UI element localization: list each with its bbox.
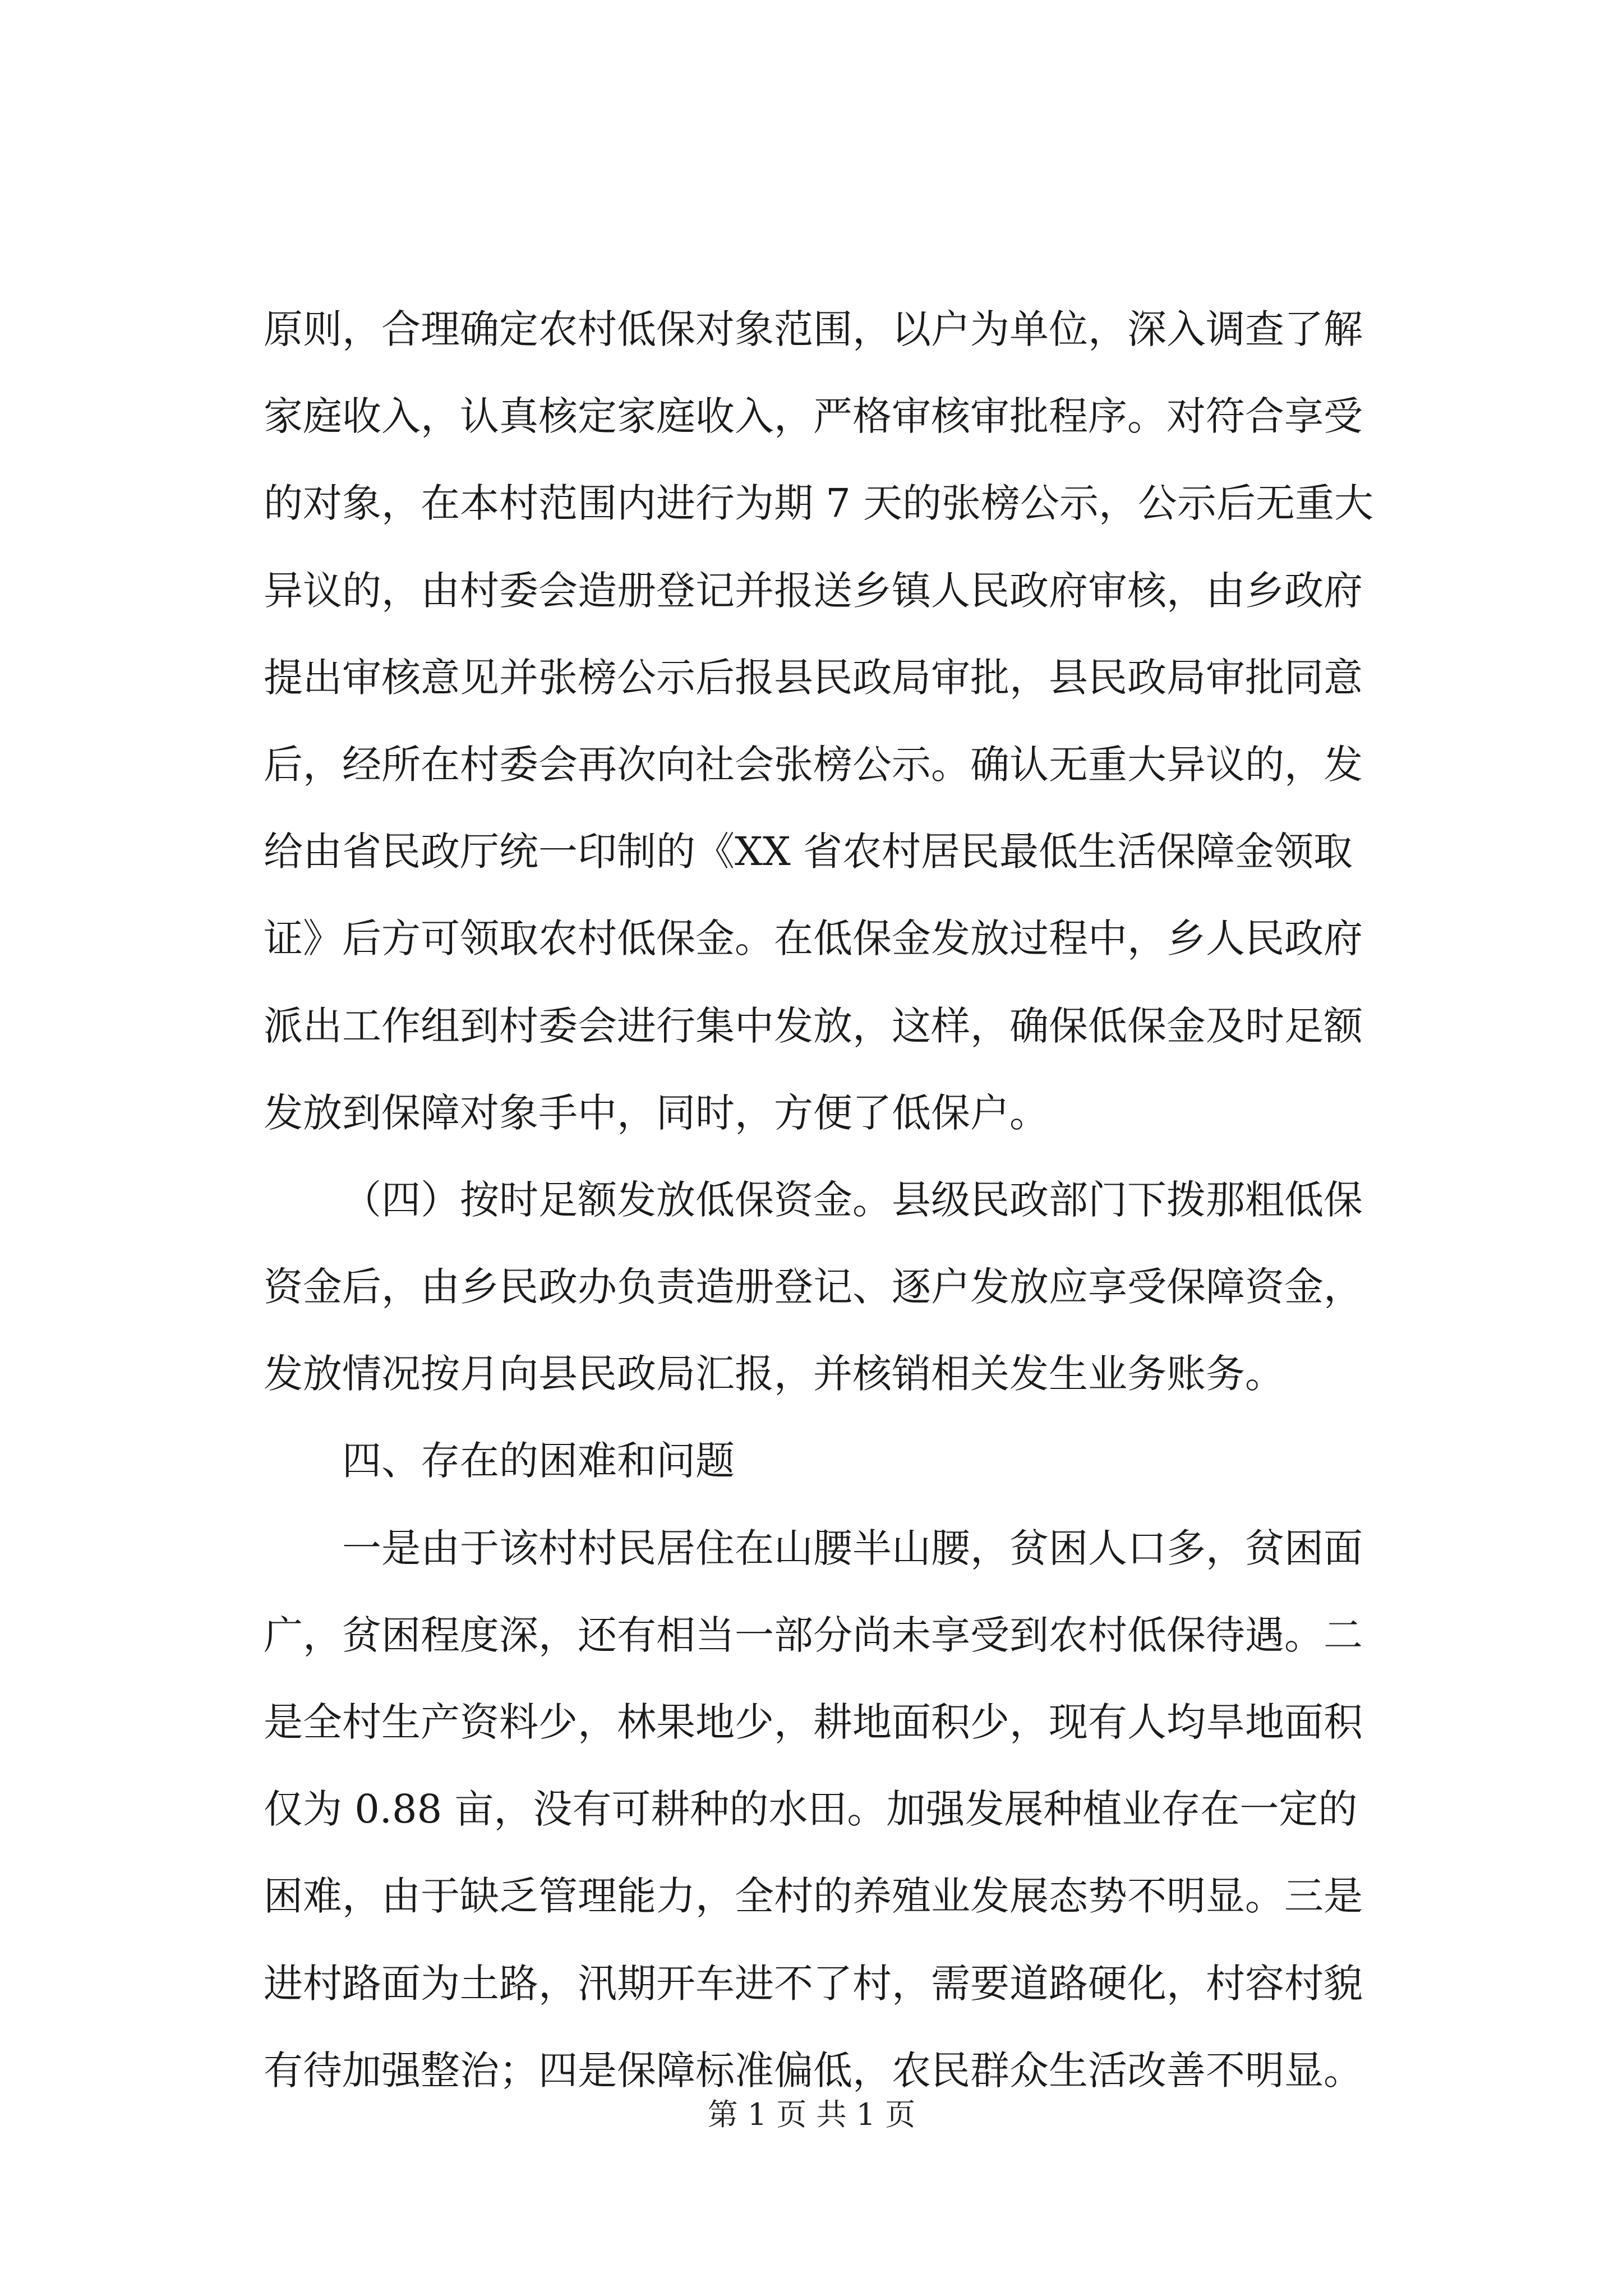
text-line: 困难，由于缺乏管理能力，全村的养殖业发展态势不明显。三是 [264,1873,1363,1920]
text-line: 原则，合理确定农村低保对象范围，以户为单位，深入调查了解 [264,306,1363,352]
text-line: 有待加强整治；四是保障标准偏低，农民群众生活改善不明显。 [264,2047,1363,2093]
text-line: 后，经所在村委会再次向社会张榜公示。确认无重大异议的，发 [264,741,1363,788]
page-footer: 第 1 页 共 1 页 [707,2097,916,2132]
text-line: 广，贫困程度深，还有相当一部分尚未享受到农村低保待遇。二 [264,1612,1363,1658]
text-line: 异议的，由村委会造册登记并报送乡镇人民政府审核，由乡政府 [264,567,1363,614]
text-line: 发放到保障对象手中，同时，方便了低保户。 [264,1089,1049,1136]
body-text [264,286,1430,2114]
text-line: 派出工作组到村委会进行集中发放，这样，确保低保金及时足额 [264,1002,1363,1049]
text-line: 是全村生产资料少，林果地少，耕地面积少，现有人均旱地面积 [264,1699,1363,1745]
text-line: 发放情况按月向县民政局汇报，并核销相关发生业务账务。 [264,1351,1284,1397]
text-line: 给由省民政厅统一印制的《XX 省农村居民最低生活保障金领取 [264,829,1353,875]
text-line: 资金后，由乡民政办负责造册登记、逐户发放应享受保障资金， [264,1264,1363,1310]
text-line-subsection: （四）按时足额发放低保资金。县级民政部门下拨那粗低保 [342,1176,1363,1223]
text-line: 的对象，在本村范围内进行为期 7 天的张榜公示，公示后无重大 [264,480,1374,527]
text-line: 证》后方可领取农村低保金。在低保金发放过程中，乡人民政府 [264,915,1363,962]
text-line: 提出审核意见并张榜公示后报县民政局审批，县民政局审批同意 [264,654,1363,701]
text-line: 仅为 0.88 亩，没有可耕种的水田。加强发展种植业存在一定的 [264,1786,1358,1833]
section-heading: 四、存在的困难和问题 [342,1438,735,1484]
text-line: 进村路面为土路，汛期开车进不了村，需要道路硬化，村容村貌 [264,1960,1363,2007]
text-line-paragraph-start: 一是由于该村村民居住在山腰半山腰，贫困人口多，贫困面 [342,1525,1363,1571]
text-line: 家庭收入，认真核定家庭收入，严格审核审批程序。对符合享受 [264,393,1363,440]
